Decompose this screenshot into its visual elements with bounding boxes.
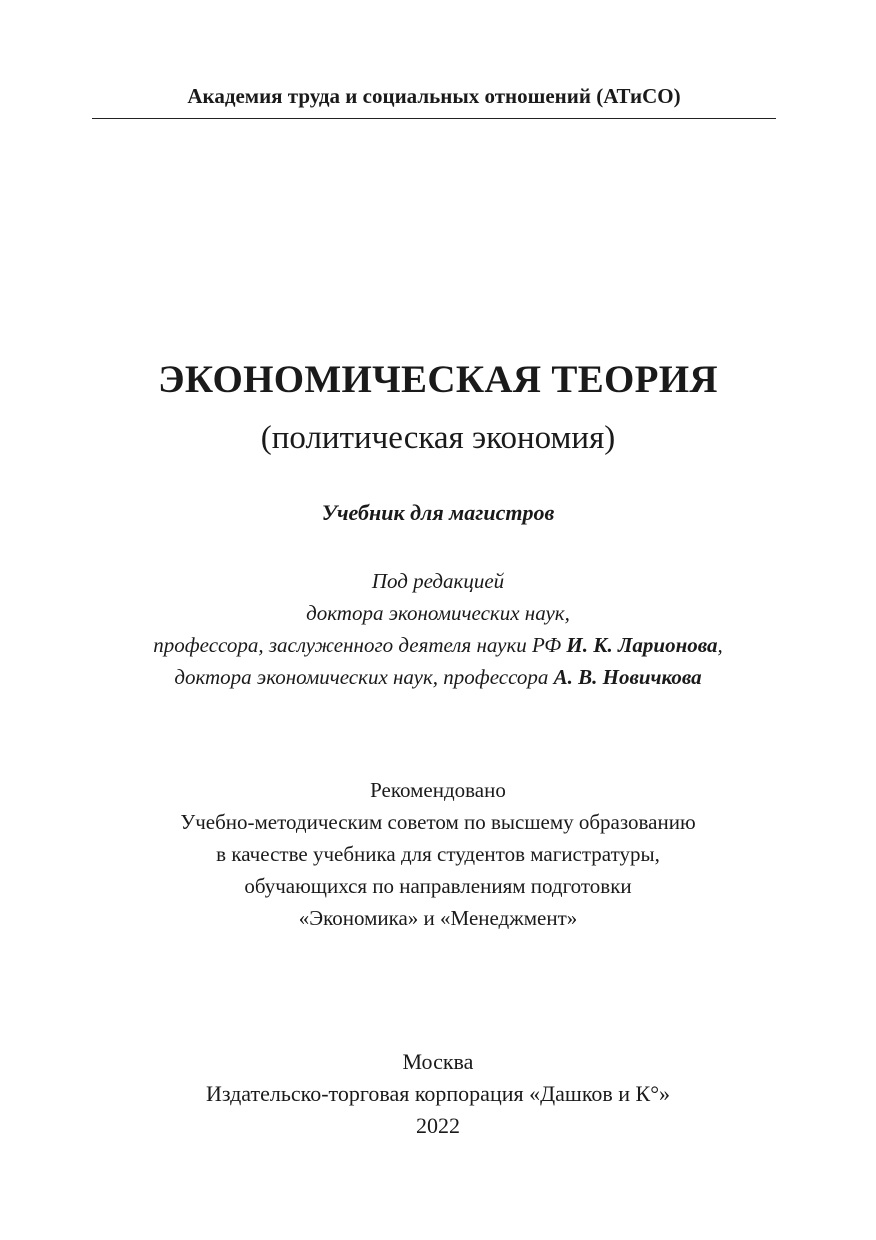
recommendation-block [0, 774, 876, 934]
header-divider [92, 118, 776, 119]
editors-intro: Под редакцией [371, 569, 505, 593]
publisher-name: Издательско-торговая корпорация «Дашков и К°» [205, 1081, 671, 1106]
recommendation-line-1: Рекомендовано [370, 778, 506, 802]
editor-2-name: А. В. Новичкова [553, 665, 702, 689]
book-title: ЭКОНОМИЧЕСКАЯ ТЕОРИЯ [158, 358, 718, 401]
book-subtitle: (политическая экономия) [260, 420, 616, 456]
publication-city: Москва [402, 1049, 474, 1074]
book-type: Учебник для магистров [321, 500, 555, 525]
editor-1-suffix: , [717, 633, 723, 657]
imprint-block [0, 1046, 876, 1142]
editor-1-line [0, 629, 876, 661]
publication-year: 2022 [416, 1113, 460, 1138]
editor-1-title: профессора, заслуженного деятеля науки РФ [153, 633, 567, 657]
recommendation-line-4: обучающихся по направлениям подготовки [244, 874, 632, 898]
editor-2-line [0, 661, 876, 693]
recommendation-line-2: Учебно-методическим советом по высшему образованию [180, 810, 696, 834]
editor-1-name: И. К. Ларионова [566, 633, 718, 657]
editors-block [0, 565, 876, 693]
recommendation-line-3: в качестве учебника для студентов магистратуры, [216, 842, 660, 866]
institution-name: Академия труда и социальных отношений (АТиСО) [187, 84, 681, 108]
editors-degree: доктора экономических наук, [306, 601, 570, 625]
editor-2-title: доктора экономических наук, профессора [174, 665, 554, 689]
recommendation-line-5: «Экономика» и «Менеджмент» [298, 906, 578, 930]
